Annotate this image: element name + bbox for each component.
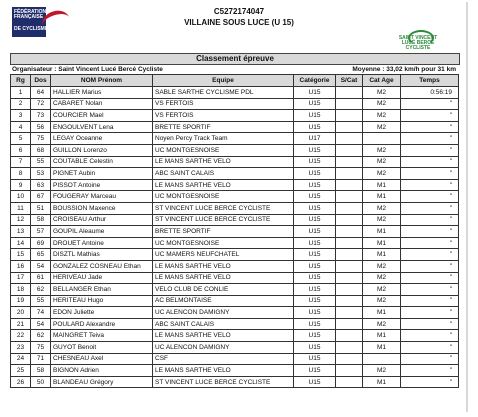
team-cell: LE MANS SARTHE VELO [153,260,294,272]
rank-cell: 18 [11,284,31,296]
time-cell: " [401,376,459,388]
logo-left-line2: FRANÇAISE [14,14,44,20]
name-cell: CHESNEAU Axel [51,353,153,365]
time-cell: 0:56:19 [401,87,459,99]
time-cell: " [401,98,459,110]
table-row [11,284,459,296]
col-header-rank: Rg [11,75,31,87]
age-category-cell: M2 [363,156,401,168]
table-row [11,191,459,203]
category-cell: U15 [294,98,336,110]
team-cell: BRETTE SPORTIF [153,226,294,238]
team-cell: ST VINCENT LUCE BERCE CYCLISTE [153,214,294,226]
name-cell: HALLIER Marius [51,87,153,99]
bib-cell: 73 [31,110,51,122]
team-cell: UC MAMERS NEUFCHATEL [153,249,294,261]
team-cell: UC MONTGESNOISE [153,237,294,249]
subcategory-cell [336,226,363,238]
time-cell: " [401,342,459,354]
subcategory-cell [336,260,363,272]
subcategory-cell [336,202,363,214]
table-row [11,87,459,99]
rank-cell: 21 [11,318,31,330]
rank-cell: 25 [11,365,31,377]
rank-cell: 11 [11,202,31,214]
age-category-cell: M2 [363,284,401,296]
bib-cell: 57 [31,226,51,238]
name-cell: PIGNET Aubin [51,168,153,180]
bib-cell: 62 [31,330,51,342]
name-cell: BELLANGER Ethan [51,284,153,296]
name-cell: FOUGERAY Marceau [51,191,153,203]
team-cell: SABLE SARTHE CYCLISME PDL [153,87,294,99]
col-header-category: Catégorie [294,75,336,87]
team-cell: AC BELMONTAISE [153,295,294,307]
col-header-bib: Dos [31,75,51,87]
age-category-cell: M1 [363,376,401,388]
rank-cell: 17 [11,272,31,284]
table-row [11,342,459,354]
name-cell: LEGAY Oceanne [51,133,153,145]
subcategory-cell [336,376,363,388]
subcategory-cell [336,353,363,365]
bib-cell: 65 [31,249,51,261]
name-cell: DISZTL Mathias [51,249,153,261]
time-cell: " [401,272,459,284]
bib-cell: 71 [31,353,51,365]
bib-cell: 56 [31,121,51,133]
time-cell: " [401,353,459,365]
rank-cell: 19 [11,295,31,307]
table-row [11,353,459,365]
category-cell: U15 [294,87,336,99]
name-cell: GUYOT Benoit [51,342,153,354]
table-row [11,168,459,180]
time-cell: " [401,226,459,238]
category-cell: U15 [294,191,336,203]
category-cell: U15 [294,295,336,307]
age-category-cell: M2 [363,98,401,110]
subcategory-cell [336,249,363,261]
team-cell: VS FERTOIS [153,98,294,110]
time-cell: " [401,133,459,145]
age-category-cell: M2 [363,110,401,122]
time-cell: " [401,202,459,214]
age-category-cell: M2 [363,121,401,133]
bib-cell: 58 [31,365,51,377]
club-logo [390,30,446,52]
bib-cell: 75 [31,133,51,145]
subcategory-cell [336,330,363,342]
age-category-cell: M2 [363,272,401,284]
category-cell: U15 [294,110,336,122]
table-row [11,202,459,214]
team-cell: UC ALENCON DAMIGNY [153,342,294,354]
table-row [11,98,459,110]
time-cell: " [401,318,459,330]
age-category-cell: M2 [363,168,401,180]
name-cell: GOUPIL Aleaume [51,226,153,238]
subcategory-cell [336,295,363,307]
bib-cell: 51 [31,202,51,214]
subcategory-cell [336,133,363,145]
time-cell: " [401,249,459,261]
category-cell: U15 [294,260,336,272]
bib-cell: 69 [31,237,51,249]
category-cell: U15 [294,330,336,342]
team-cell: LE MANS SARTHE VELO [153,179,294,191]
category-cell: U15 [294,318,336,330]
rank-cell: 24 [11,353,31,365]
logo-left-line1: FÉDÉRATION [14,9,47,15]
bib-cell: 63 [31,179,51,191]
subcategory-cell [336,191,363,203]
rank-cell: 12 [11,214,31,226]
rank-cell: 5 [11,133,31,145]
age-category-cell: M1 [363,330,401,342]
bib-cell: 55 [31,295,51,307]
name-cell: GONZALEZ COSNEAU Ethan [51,260,153,272]
time-cell: " [401,260,459,272]
table-row [11,376,459,388]
logo-left-line3: DE CYCLISME [14,26,49,32]
age-category-cell: M2 [363,144,401,156]
age-category-cell: M2 [363,87,401,99]
rank-cell: 6 [11,144,31,156]
rank-cell: 23 [11,342,31,354]
age-category-cell: M2 [363,318,401,330]
rank-cell: 7 [11,156,31,168]
table-row [11,179,459,191]
subcategory-cell [336,214,363,226]
rank-cell: 20 [11,307,31,319]
subcategory-cell [336,110,363,122]
race-code: C5272174047 [213,7,265,16]
logo-right-line1: SAINT VINCENT [398,35,438,41]
time-cell: " [401,237,459,249]
rank-cell: 16 [11,260,31,272]
table-row [11,330,459,342]
time-cell: " [401,191,459,203]
team-cell: UC ALENCON DAMIGNY [153,307,294,319]
subcategory-cell [336,98,363,110]
category-cell: U15 [294,168,336,180]
logo-right-line3: CYCLISTE [405,45,431,51]
table-row [11,295,459,307]
rank-cell: 26 [11,376,31,388]
age-category-cell: M2 [363,260,401,272]
bib-cell: 75 [31,342,51,354]
name-cell: MAINGRET Teiva [51,330,153,342]
category-cell: U15 [294,237,336,249]
category-cell: U15 [294,284,336,296]
table-row [11,226,459,238]
table-row [11,318,459,330]
age-category-cell: M1 [363,226,401,238]
rank-cell: 4 [11,121,31,133]
category-cell: U15 [294,144,336,156]
time-cell: " [401,295,459,307]
rank-cell: 9 [11,179,31,191]
table-row [11,133,459,145]
subcategory-cell [336,342,363,354]
logo-right-line2: LUCÉ BERCÉ [401,40,435,46]
table-row [11,156,459,168]
name-cell: HERIVEAU Jade [51,272,153,284]
name-cell: COUTABLE Celestin [51,156,153,168]
table-row [11,110,459,122]
team-cell: ABC SAINT CALAIS [153,318,294,330]
category-cell: U15 [294,214,336,226]
age-category-cell: M1 [363,191,401,203]
rank-cell: 14 [11,237,31,249]
category-cell: U15 [294,365,336,377]
bib-cell: 64 [31,87,51,99]
name-cell: GUILLON Lorenzo [51,144,153,156]
rank-cell: 2 [11,98,31,110]
table-row [11,214,459,226]
team-cell: LE MANS SARTHE VELO [153,365,294,377]
team-cell: UC MONTGESNOISE [153,144,294,156]
bib-cell: 53 [31,168,51,180]
time-cell: " [401,179,459,191]
rank-cell: 1 [11,87,31,99]
col-header-time: Temps [401,75,459,87]
bib-cell: 62 [31,284,51,296]
name-cell: BIGNON Adrien [51,365,153,377]
bib-cell: 58 [31,214,51,226]
subcategory-cell [336,87,363,99]
section-title: Classement épreuve [10,53,460,65]
results-table [10,74,459,388]
category-cell: U15 [294,226,336,238]
subcategory-cell [336,284,363,296]
age-category-cell: M1 [363,307,401,319]
category-cell: U15 [294,272,336,284]
bib-cell: 68 [31,144,51,156]
subcategory-cell [336,144,363,156]
bib-cell: 67 [31,191,51,203]
bib-cell: 72 [31,98,51,110]
name-cell: BOUSSION Maxence [51,202,153,214]
age-category-cell: M1 [363,342,401,354]
team-cell: VS FERTOIS [153,110,294,122]
age-category-cell: M2 [363,295,401,307]
subcategory-cell [336,365,363,377]
subcategory-cell [336,307,363,319]
team-cell: VELO CLUB DE CONLIE [153,284,294,296]
organizer-text: Organisateur : Saint Vincent Lucé Bercé Cycliste [12,66,163,73]
team-cell: LE MANS SARTHE VELO [153,156,294,168]
team-cell: ABC SAINT CALAIS [153,168,294,180]
team-cell: ST VINCENT LUCE BERCE CYCLISTE [153,376,294,388]
bib-cell: 55 [31,156,51,168]
bib-cell: 74 [31,307,51,319]
subcategory-cell [336,272,363,284]
age-category-cell: M1 [363,179,401,191]
age-category-cell: M1 [363,249,401,261]
table-row [11,144,459,156]
time-cell: " [401,121,459,133]
time-cell: " [401,144,459,156]
table-row [11,237,459,249]
age-category-cell [363,133,401,145]
time-cell: " [401,330,459,342]
category-cell: U15 [294,179,336,191]
bib-cell: 54 [31,260,51,272]
team-cell: ST VINCENT LUCE BERCE CYCLISTE [153,202,294,214]
time-cell: " [401,284,459,296]
category-cell: U15 [294,249,336,261]
time-cell: " [401,214,459,226]
subcategory-cell [336,237,363,249]
category-cell: U15 [294,121,336,133]
table-row [11,260,459,272]
name-cell: EDON Juliette [51,307,153,319]
name-cell: HERITEAU Hugo [51,295,153,307]
category-cell: U15 [294,342,336,354]
subcategory-cell [336,121,363,133]
name-cell: POULARD Alexandre [51,318,153,330]
team-cell: BRETTE SPORTIF [153,121,294,133]
name-cell: BLANDEAU Grégory [51,376,153,388]
time-cell: " [401,365,459,377]
category-cell: U15 [294,376,336,388]
table-header-row [11,75,459,87]
col-header-name: NOM Prénom [51,75,153,87]
age-category-cell: M2 [363,202,401,214]
category-cell: U15 [294,202,336,214]
rank-cell: 15 [11,249,31,261]
col-header-age-category: Cat Age [363,75,401,87]
table-row [11,272,459,284]
team-cell: CSF [153,353,294,365]
category-cell: U15 [294,353,336,365]
subcategory-cell [336,179,363,191]
name-cell: CROISEAU Arthur [51,214,153,226]
rank-cell: 13 [11,226,31,238]
time-cell: " [401,307,459,319]
name-cell: COURCIER Mael [51,110,153,122]
subcategory-cell [336,156,363,168]
category-cell: U15 [294,307,336,319]
category-cell: U15 [294,156,336,168]
bib-cell: 50 [31,376,51,388]
age-category-cell [363,353,401,365]
subcategory-cell [336,168,363,180]
table-row [11,249,459,261]
table-row [11,307,459,319]
team-cell: LE MANS SARTHE VELO [153,330,294,342]
rank-cell: 3 [11,110,31,122]
team-cell: UC MONTGESNOISE [153,191,294,203]
name-cell: DROUET Antoine [51,237,153,249]
name-cell: CABARET Nolan [51,98,153,110]
team-cell: LE MANS SARTHE VELO [153,272,294,284]
bib-cell: 61 [31,272,51,284]
rank-cell: 8 [11,168,31,180]
age-category-cell: M2 [363,365,401,377]
time-cell: " [401,168,459,180]
age-category-cell: M2 [363,214,401,226]
subcategory-cell [336,318,363,330]
category-cell: U17 [294,133,336,145]
time-cell: " [401,156,459,168]
event-title: VILLAINE SOUS LUCE (U 15) [184,18,294,27]
time-cell: " [401,110,459,122]
rank-cell: 22 [11,330,31,342]
table-row [11,365,459,377]
col-header-team: Equipe [153,75,294,87]
bib-cell: 54 [31,318,51,330]
age-category-cell: M1 [363,237,401,249]
name-cell: ENGOULVENT Lena [51,121,153,133]
col-header-subcategory: S/Cat [336,75,363,87]
rank-cell: 10 [11,191,31,203]
team-cell: Noyen Percy Track Team [153,133,294,145]
name-cell: PISSOT Antoine [51,179,153,191]
average-speed: Moyenne : 33,02 km/h pour 31 km [352,66,456,73]
table-row [11,121,459,133]
